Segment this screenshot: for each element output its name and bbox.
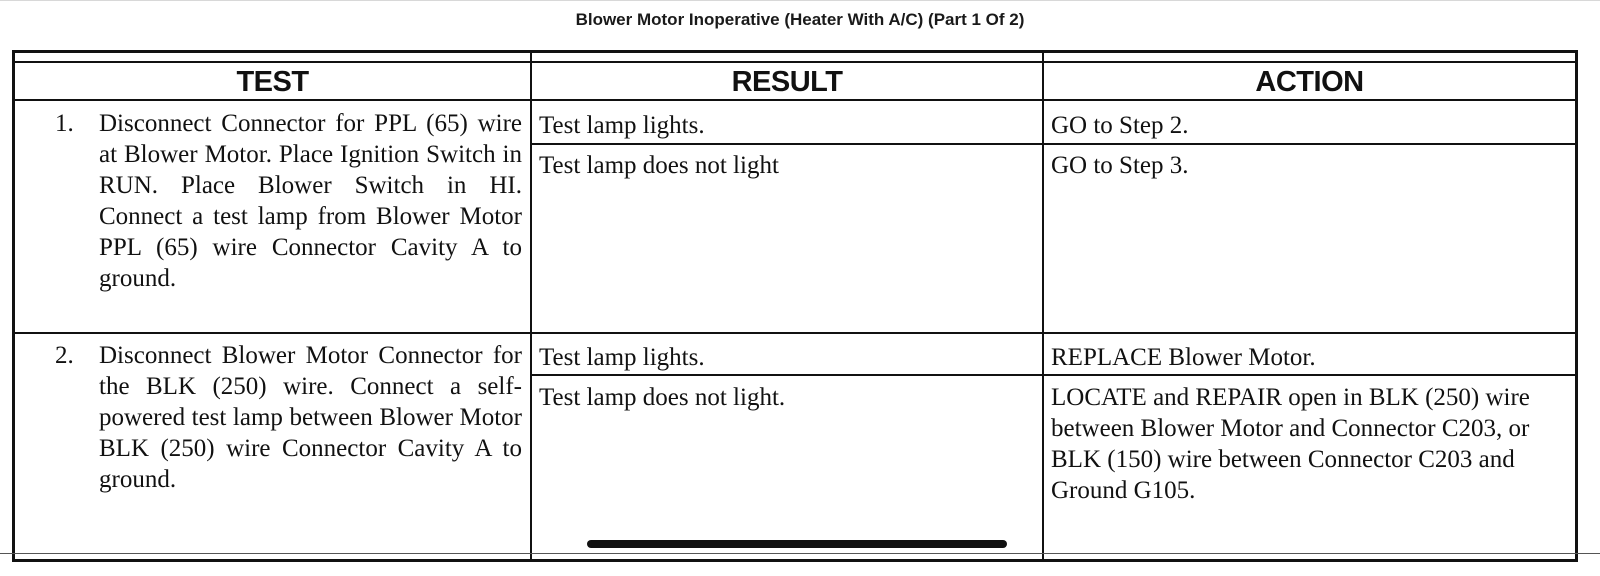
diagnostic-table — [12, 50, 1578, 562]
action-text: GO to Step 3. — [1051, 152, 1189, 179]
home-indicator-bar[interactable] — [587, 540, 1007, 548]
step-number: 1. — [55, 110, 74, 137]
action-text: REPLACE Blower Motor. — [1051, 344, 1316, 371]
result-text: Test lamp lights. — [539, 112, 705, 139]
column-divider-result-action — [1042, 53, 1044, 559]
top-divider — [0, 0, 1600, 1]
result-text: Test lamp does not light. — [539, 384, 786, 411]
result-text: Test lamp lights. — [539, 344, 705, 371]
table-row — [25, 340, 522, 495]
test-description: Disconnect Connector for PPL (65) wire at Blower Motor. Place Ignition Switch in RUN. Place Blower Switch in HI. Connect a test lamp from Blower Motor PPL (65) wire Connector Cavity A to ground. — [99, 110, 522, 292]
header-bottom-rule — [15, 99, 1575, 101]
bottom-divider — [0, 553, 1600, 554]
column-divider-test-result — [530, 53, 532, 559]
header-test: TEST — [236, 66, 309, 98]
action-text: GO to Step 2. — [1051, 112, 1189, 139]
header-result: RESULT — [731, 66, 843, 98]
test-description: Disconnect Blower Motor Connector for the BLK (250) wire. Connect a self-powered test lamp between Blower Motor BLK (250) wire Connector Cavity A to ground. — [99, 342, 522, 493]
page-title: Blower Motor Inoperative (Heater With A/C) (Part 1 Of 2) — [575, 10, 1025, 29]
action-text: LOCATE and REPAIR open in BLK (250) wire between Blower Motor and Connector C203, or BLK (150) wire between Connector C203 and Ground G105. — [1051, 384, 1530, 504]
step-number: 2. — [55, 342, 74, 369]
step-divider — [15, 332, 1575, 334]
result-text: Test lamp does not light — [539, 152, 779, 179]
step2-outcome-divider — [530, 374, 1575, 376]
table-row — [25, 108, 522, 294]
header-action: ACTION — [1255, 66, 1364, 98]
step1-outcome-divider — [530, 143, 1575, 145]
